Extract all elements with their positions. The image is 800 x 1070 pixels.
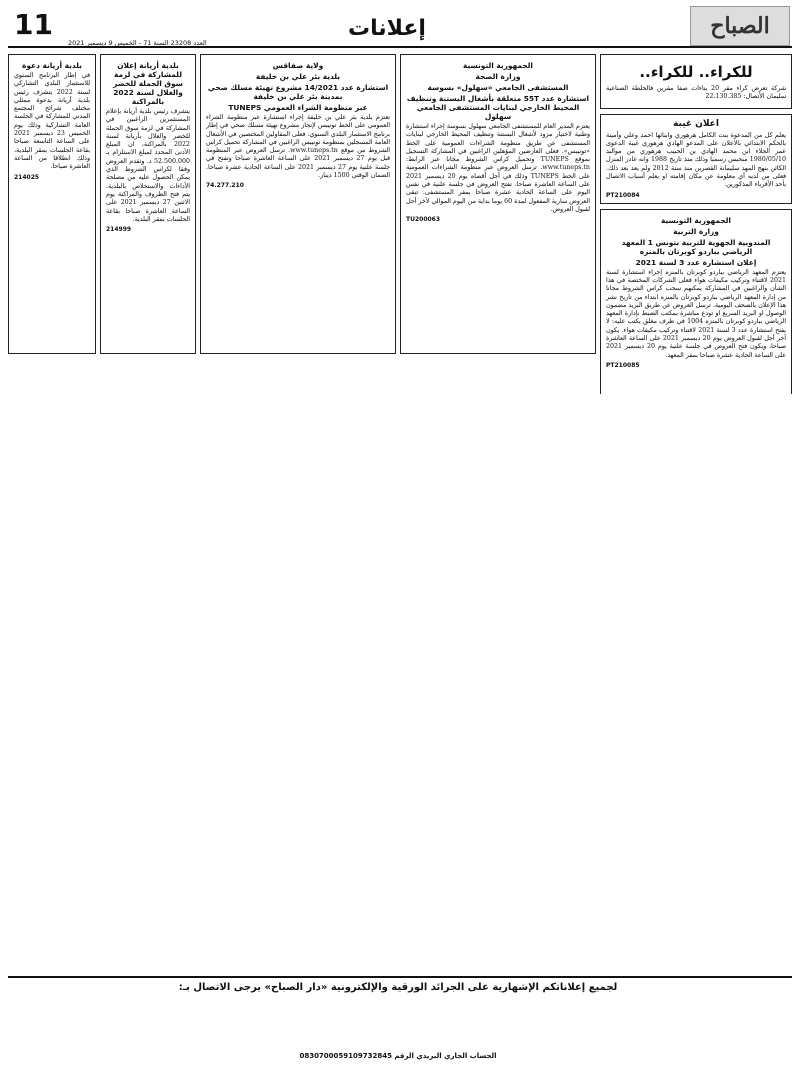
aryana-invite-title: بلدية أريانة دعوة — [22, 61, 82, 70]
sfax-title: استشارة عدد 14/2021 مشروع تهيئة مسلك صحي بمدينة بئر علي بن خليفة — [207, 83, 389, 101]
health-dept: المستشفى الجامعي «سهلول» بسوسة — [427, 83, 569, 92]
footer-bottom: الحساب الجاري البريدي الرقم 0830700059109732845 — [299, 1052, 497, 1060]
education-ref: PT210085 — [606, 361, 640, 369]
absence-body: يعلم كل من المدعوة بنت الكامل هرهوري وابنائها احمد وعلي وأمينة بالحكم الابتدائي بالاعلان على المدعو الهادي هرهوري غيبة الدعوى عمر الجلاء ابن محمد الهادي بن الحبيب هرهوري من مواليد 1980/05/10 منحبس رسميا وذلك منذ تاريخ 1988 وانه غادر المنزل الكائن بنهج المهد سليمانة القصرين منذ سنة 2012 ولم يعد بعد ذلك. فعلى من لديه أي معلومة عن مكان إقامته او يعلم أسباب الاتصال بأحد الأقرباء المذكورين. — [606, 131, 786, 189]
page-footer — [8, 976, 792, 1064]
health-ministry: وزارة الصحة — [475, 72, 521, 81]
absence-ref: PT210084 — [606, 191, 640, 199]
aryana-body: يتشرف رئيس بلدية أريانة بإعلام المستثمرين الراغبين في المشاركة في لزمة سوق الجملة للخضر والغلال بأريانة لسنة 2022 بالمراكنة، ان المبلغ الأدنى المحدد لمبلغ الاستلزام بـ 52.500.000 د. وتقدم العروض وفقا لكراس الشروط الذي يمكن الحصول عليه من مصلحة الأداءات والاستخلاص بالبلدية. يتم فتح الظروف والمراكنة يوم الاثنين 27 ديسمبر 2021 على الساعة العاشرة صباحا بقاعة الجلسات بمقر البلدية. — [106, 108, 190, 223]
sfax-body: تعتزم بلدية بئر علي بن خليفة إجراء استشارة عبر منظومة الشراء العمومي على الخط تونيبس لإنجاز مشروع تهيئة مسلك صحي في إطار برنامج الاستثمار البلدي السنوي. فعلى المقاولين المختصين في الأشغال العامة المسجلين بمنظومة تونيبس الراغبين في المشاركة تحميل كراس الشروط من موقع www.tuneps.tn. ترسل العروض عبر المنظومة قبل يوم 27 ديسمبر 2021 على الساعة العاشرة صباحا وتفتح في جلسة علنية يوم 27 ديسمبر 2021 على الساعة الحادية عشرة صباحا. الضمان الوقتي 1500 دينار. — [206, 114, 390, 180]
health-title: استشارة عدد 55T متعلقة بأشغال البستنة وتنظيف المحيط الخارجي لبنايات المستشفى الجامعي سهلول — [406, 94, 590, 121]
sfax-gov: ولاية صفاقس — [272, 61, 324, 70]
footer-title: لجميع إعلاناتكم الإشهارية على الجرائد الورقية والإلكترونية «دار الصباح» يرجى الاتصال بـ: — [178, 982, 618, 993]
education-ministry: وزارة التربية — [673, 226, 719, 236]
page-header — [8, 6, 792, 48]
health-body: يعتزم المدير العام للمستشفى الجامعي سهلول بسوسة إجراء استشارة وطنية لاختيار مزود لأشغال البستنة وتنظيف المحيط الخارجي لبنايات المستشفى عن طريق منظومة الشراءات العمومية على الخط «تونيبس». فعلى العارضين المؤهلين الراغبين في المشاركة التسجيل بموقع TUNEPS وتحميل كراس الشروط مجانا عبر الرابط: www.tuneps.tn. ترسل العروض عبر منظومة الشراءات العمومية على الخط TUNEPS وذلك في أجل أقصاه يوم 20 ديسمبر 2021 على الساعة العاشرة صباحا. تفتح العروض في جلسة علنية في نفس اليوم على الساعة الحادية عشرة صباحا بمقر المستشفى. تبقى العروض سارية المفعول لمدة 60 يوما بداية من اليوم الموالي لآخر أجل لقبول العروض. — [406, 123, 590, 213]
sfax-city: بلدية بئر علي بن خليفة — [255, 72, 341, 81]
rental-body: شركة تعرض كراء مقر 20 بناءات صفا مقرين فالخلطة الصناعية سليمان الأتصال: 22.130.385 — [606, 85, 786, 101]
ad-rental — [600, 54, 792, 109]
ad-health — [400, 54, 596, 354]
aryana-invite-body: في إطار البرنامج السنوي للاستثمار البلدي التشاركي لسنة 2022 يتشرف رئيس بلدية أريانة بدعوة ممثلي مختلف شرائح المجتمع المدني للمشاركة في الجلسة العامة التشاركية وذلك يوم الخميس 23 ديسمبر 2021 على الساعة التاسعة صباحا بقاعة الجلسات بمقر البلدية، وذلك انطلاقا من الساعة العاشرة صباحا. — [14, 72, 90, 171]
sfax-ref: 74.277.210 — [206, 182, 244, 190]
ad-aryana — [100, 54, 196, 354]
issue-line: العدد 23208 السنة 71 - الخميس 9 ديسمبر 2021 — [68, 39, 207, 47]
education-gov: الجمهورية التونسية — [661, 215, 731, 225]
ad-aryana-invite — [8, 54, 96, 354]
column-left — [8, 54, 96, 922]
aryana-ref: 214999 — [106, 226, 132, 234]
ad-absence — [600, 114, 792, 204]
education-body: يعتزم المعهد الرياضي بباردو كوبرتان بالمنزه إجراء استشارة لسنة 2021 لاقتناء وتركيب مكيفات هواء فعلى الشركات المختصة في هذا الشأن والراغبين في المشاركة يمكنهم سحب كراس الشروط مجانا من إدارة المعهد الرياضي بباردو كوبرتان بالمنزه ابتداء من تاريخ نشر هذا الإعلان بالصحف اليومية. ترسل العروض عن طريق البريد مضمون الوصول او البريد السريع او تودع مباشرة بمكتب الضبط بإدارة المعهد الرياضي بباردو كوبرتان بالمنزه 1004 في ظرف مغلق يكتب عليه: لا يفتح استشارة عدد 3 لسنة 2021 لاقتناء وتركيب مكيفات هواء. يكون آخر أجل لقبول العروض يوم 20 ديسمبر 2021 على الساعة العاشرة صباحا، ويكون فتح العروض في جلسة علنية يوم 20 ديسمبر 2021 على الساعة الحادية عشرة صباحا بمقر المعهد. — [606, 268, 786, 359]
sfax-subtitle: عبر منظومة الشراء العمومي TUNEPS — [228, 103, 368, 112]
column-4 — [100, 54, 196, 922]
column-2 — [400, 54, 596, 922]
health-gov: الجمهورية التونسية — [463, 61, 533, 70]
absence-title: اعلان غيبة — [673, 118, 719, 129]
ad-sfax — [200, 54, 396, 354]
education-subtitle: إعلان استشارة عدد 3 لسنة 2021 — [635, 257, 757, 267]
aryana-title: بلدية أريانة إعلان للمشاركة في لزمة سوق الجملة للخضر والغلال لسنة 2022 بالمراكنة — [113, 61, 183, 106]
column-right — [600, 54, 792, 394]
ad-education — [600, 209, 792, 394]
newspaper-logo: الصباح — [690, 6, 790, 46]
section-title: إعلانات — [348, 16, 426, 41]
page-number: 11 — [14, 8, 53, 41]
health-ref: TU200063 — [406, 216, 441, 224]
rental-title: للكراء.. للكراء.. — [639, 63, 753, 81]
education-title: المندوبية الجهوية للتربية بتونس 1 المعهد الرياضي بباردو كوبرتان بالمنزه — [621, 237, 771, 256]
column-3 — [200, 54, 396, 922]
aryana-invite-ref: 214025 — [14, 173, 40, 181]
